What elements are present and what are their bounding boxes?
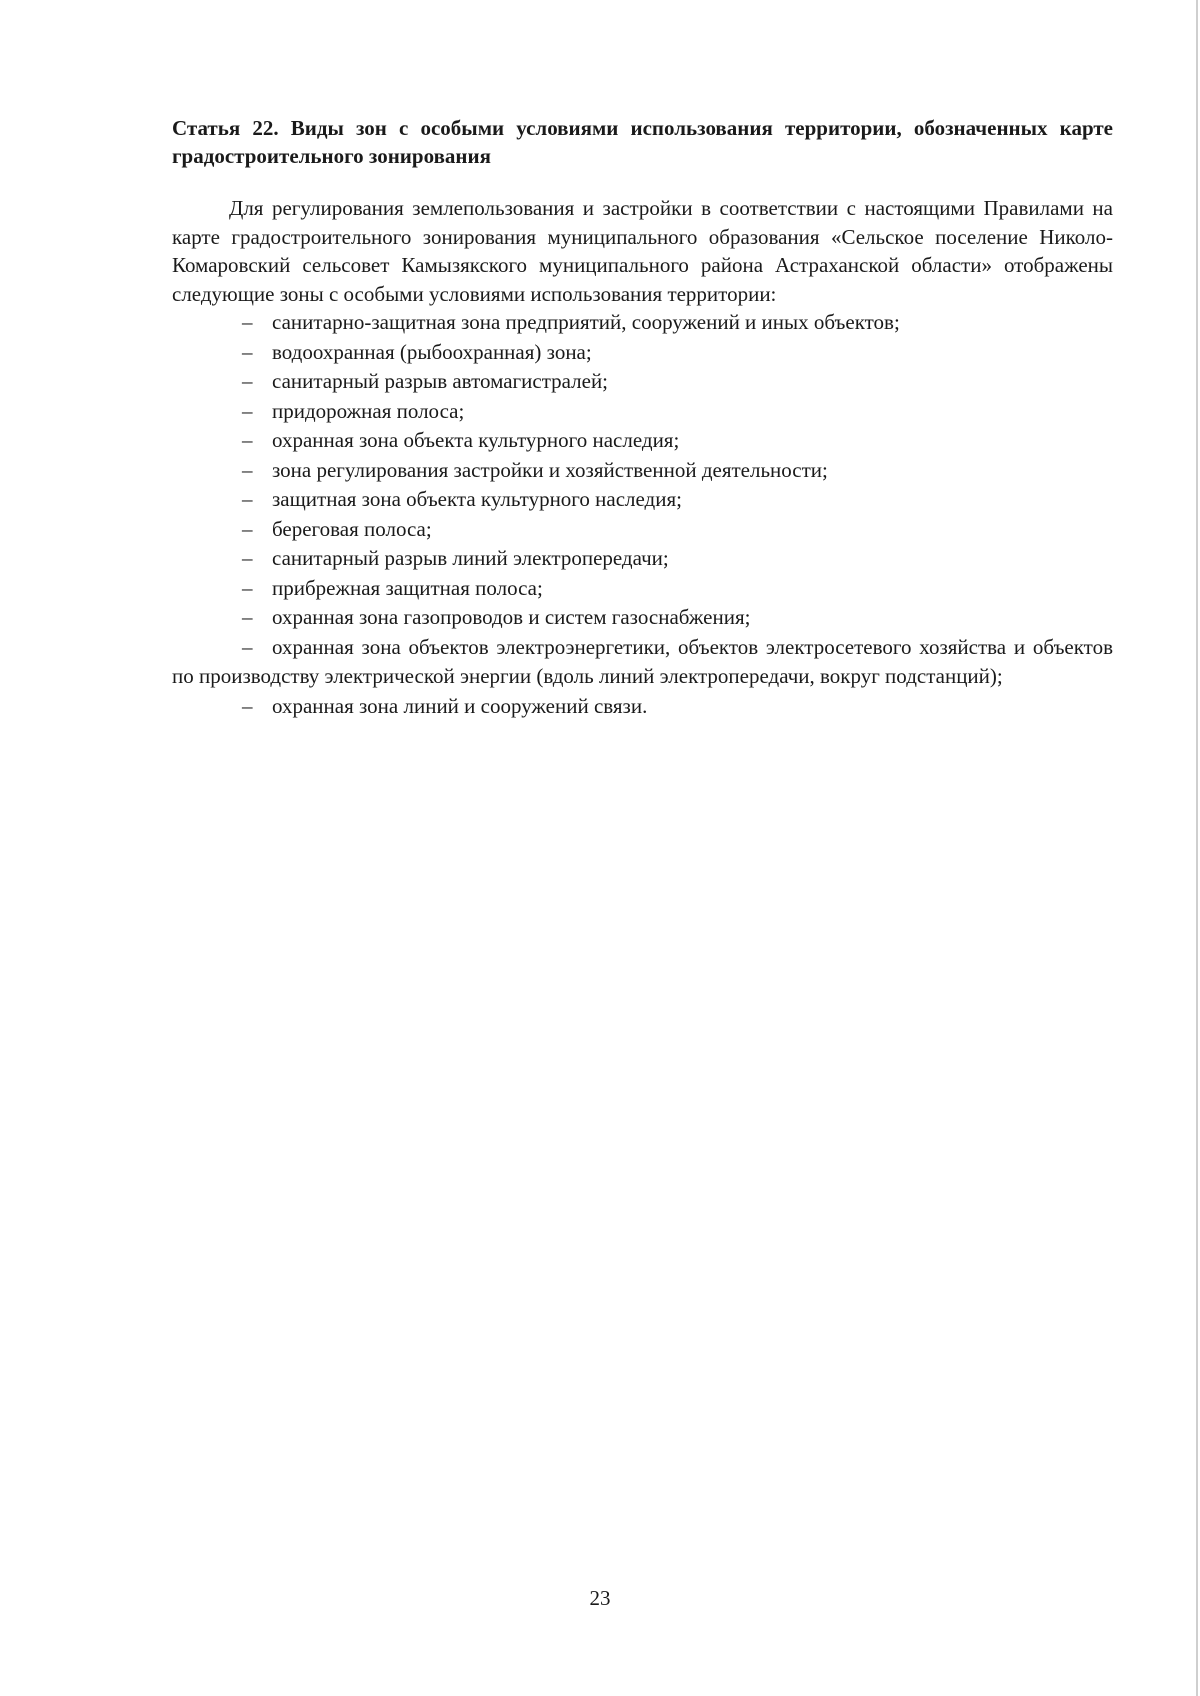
page-number: 23 <box>589 1586 611 1610</box>
list-item-text: санитарно-защитная зона предприятий, сооружений и иных объектов; <box>272 310 900 334</box>
list-dash: – <box>242 516 253 541</box>
list-item <box>172 692 1113 722</box>
page-content <box>172 114 1113 721</box>
list-item <box>172 515 1113 545</box>
list-item-text: охранная зона линий и сооружений связи. <box>272 693 648 718</box>
list-item <box>172 544 1113 574</box>
zone-list <box>172 308 1113 721</box>
list-item-text: охранная зона объекта культурного наследия; <box>272 428 680 452</box>
list-item-text: береговая полоса; <box>272 516 432 541</box>
list-item-text: придорожная полоса; <box>272 398 465 423</box>
list-item <box>172 485 1113 515</box>
list-item <box>172 397 1113 427</box>
list-dash: – <box>242 457 253 482</box>
list-dash: – <box>242 369 253 393</box>
list-item <box>172 308 1113 338</box>
list-dash: – <box>242 634 253 659</box>
list-item <box>172 456 1113 486</box>
list-item-text: защитная зона объекта культурного наследия; <box>272 487 682 511</box>
list-item-text: охранная зона объектов электроэнергетики, объектов электросетевого хозяйства и объектов по производству электрической энергии (вдоль линий электропередачи, вокруг подстанций); <box>172 634 1113 688</box>
list-item <box>172 338 1113 368</box>
intro-paragraph: Для регулирования землепользования и застройки в соответствии с настоящими Правилами на карте градостроительного зонирования муниципального образования «Сельское поселение Николо-Комаровский сельсовет Камызякского муниципального района Астраханской области» отображены следующие зоны с особыми условиями использования территории: <box>172 196 1113 306</box>
page-edge-line <box>1196 0 1198 1696</box>
list-dash: – <box>242 575 253 600</box>
list-dash: – <box>242 546 253 570</box>
list-item <box>172 633 1113 692</box>
list-dash: – <box>242 339 253 364</box>
list-item <box>172 574 1113 604</box>
list-dash: – <box>242 693 253 718</box>
list-item-text: водоохранная (рыбоохранная) зона; <box>272 339 592 364</box>
list-item-text: санитарный разрыв автомагистралей; <box>272 369 609 393</box>
list-dash: – <box>242 428 253 452</box>
list-item <box>172 367 1113 397</box>
list-item-text: санитарный разрыв линий электропередачи; <box>272 546 669 570</box>
list-dash: – <box>242 310 253 334</box>
list-dash: – <box>242 605 253 629</box>
list-item <box>172 426 1113 456</box>
list-dash: – <box>242 398 253 423</box>
list-item-text: зона регулирования застройки и хозяйственной деятельности; <box>272 457 828 482</box>
list-dash: – <box>242 487 253 511</box>
list-item <box>172 603 1113 633</box>
article-heading: Статья 22. Виды зон с особыми условиями использования территории, обозначенных карте градостроительного зонирования <box>172 116 1113 168</box>
list-item-text: прибрежная защитная полоса; <box>272 575 543 600</box>
list-item-text: охранная зона газопроводов и систем газоснабжения; <box>272 605 751 629</box>
